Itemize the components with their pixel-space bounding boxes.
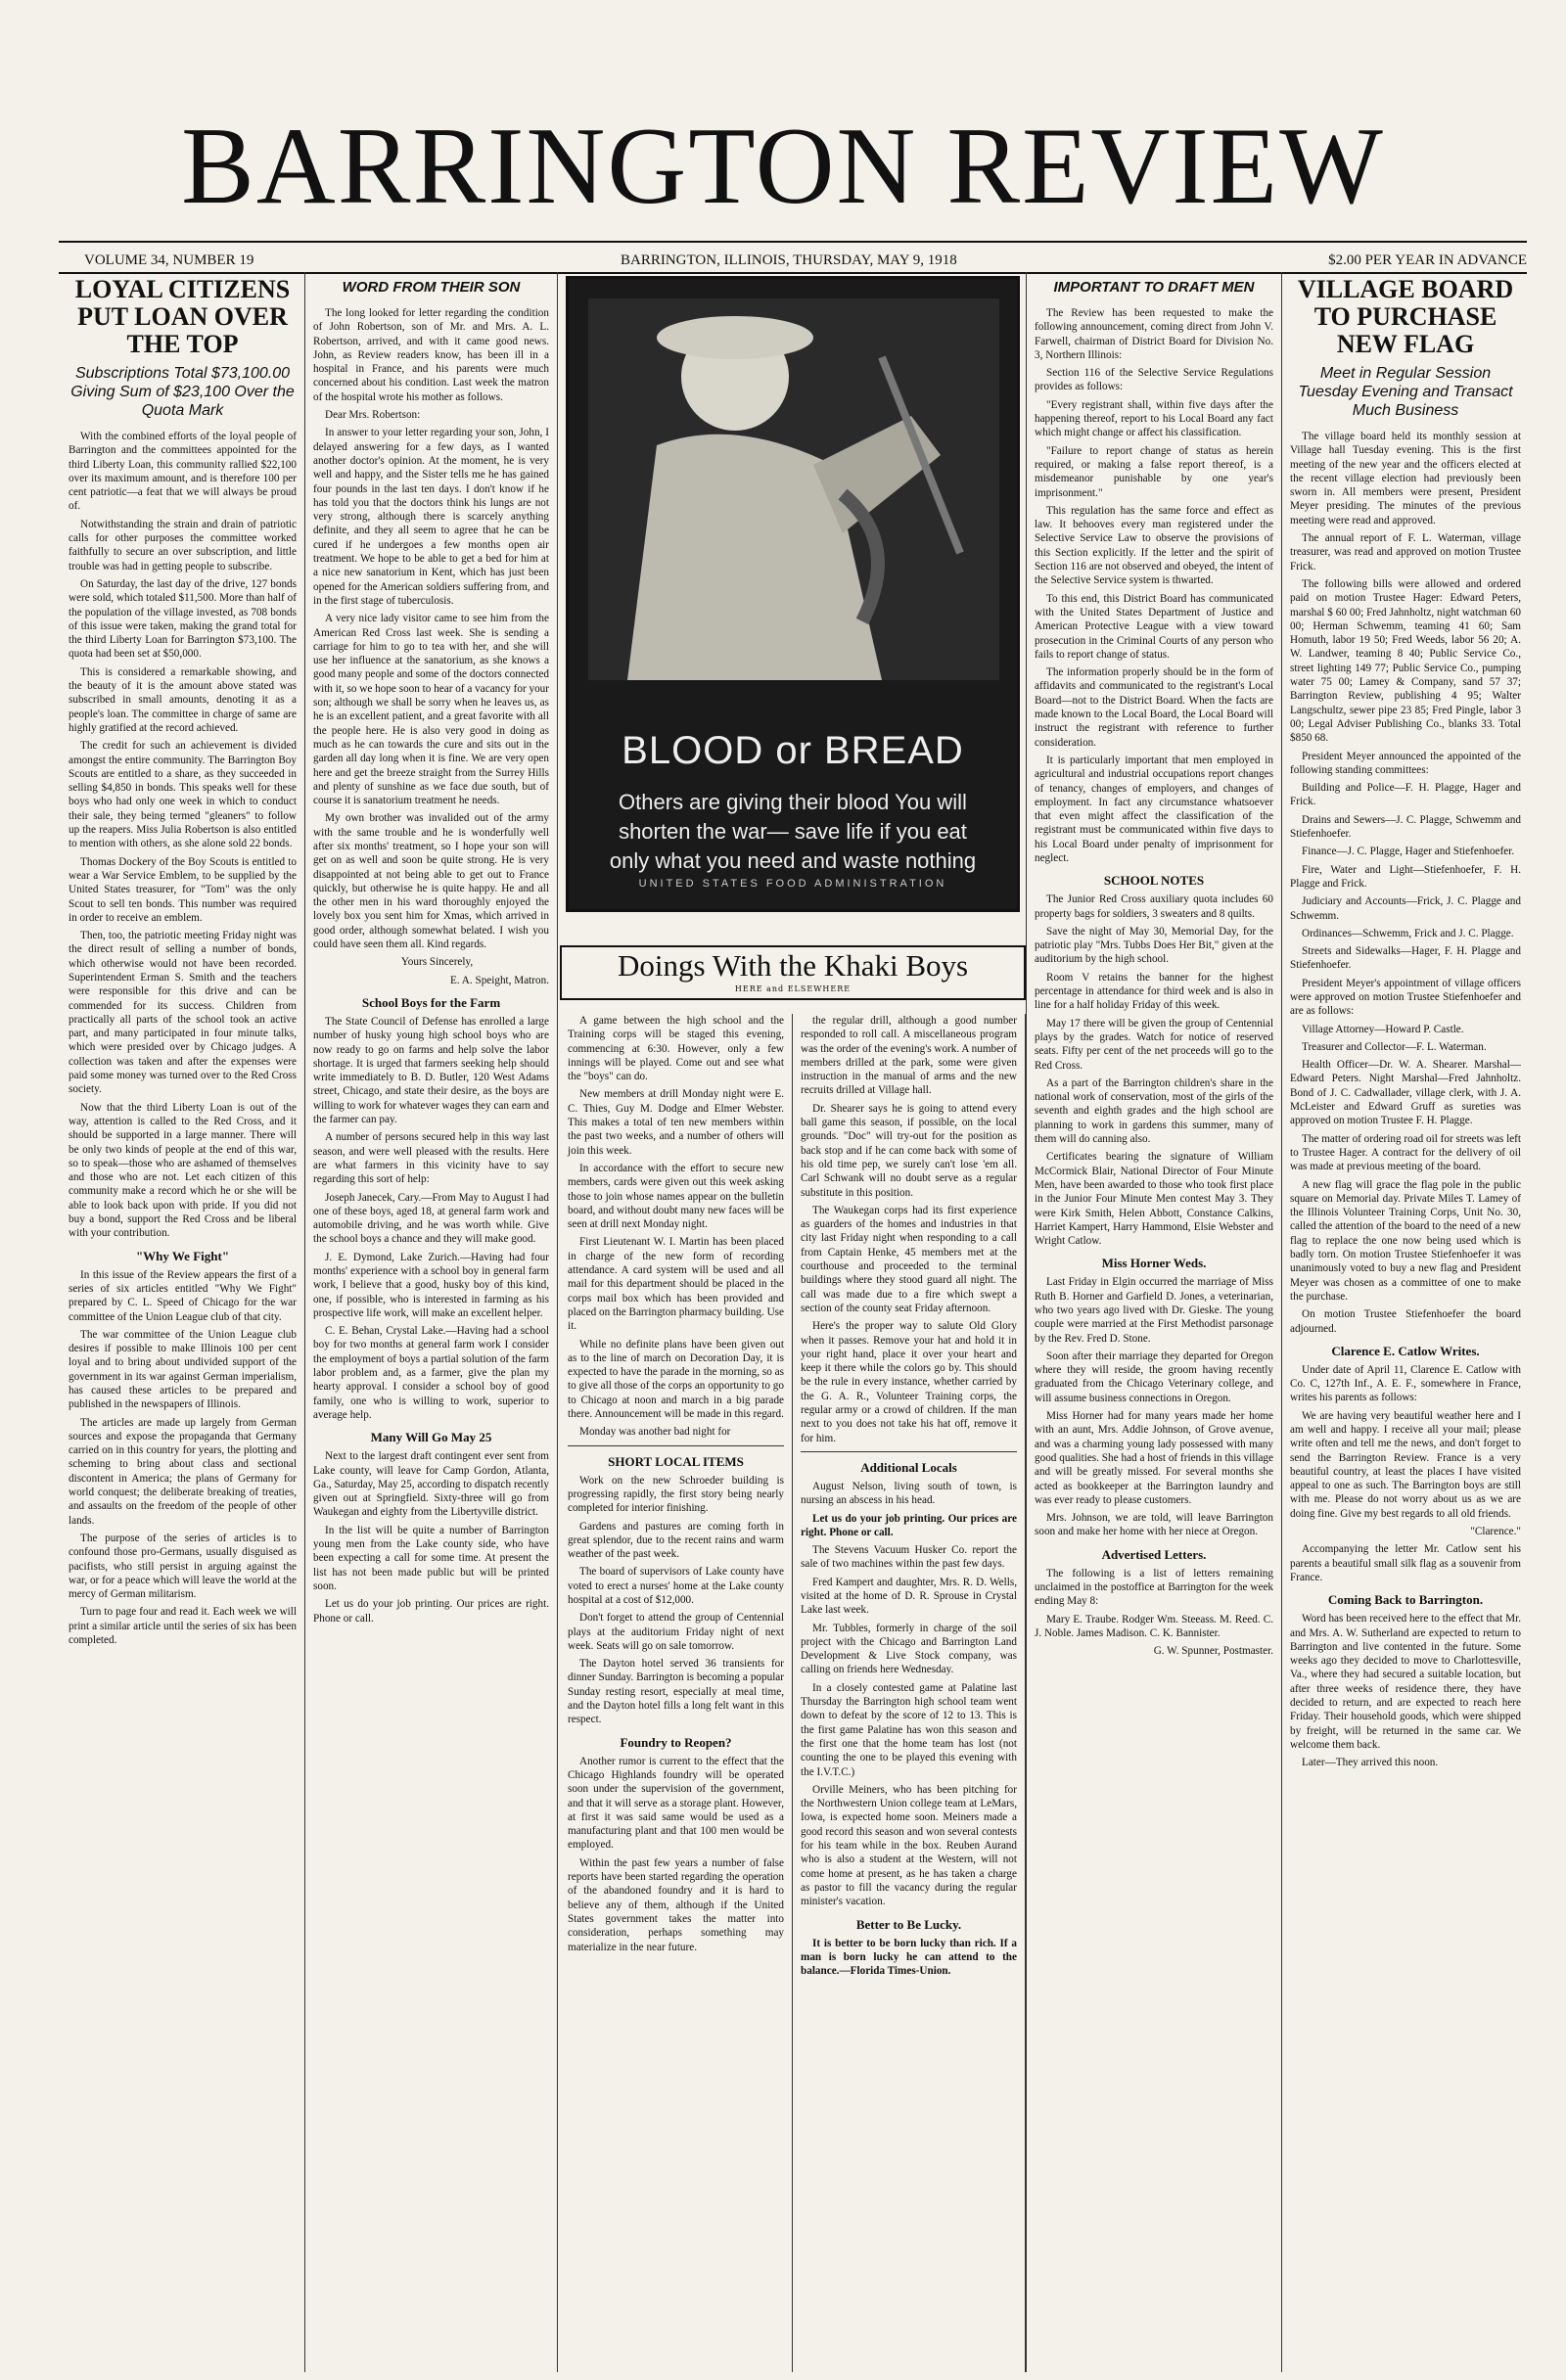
subhead-may-25: Many Will Go May 25 (370, 1430, 492, 1445)
masthead-rule-top (59, 241, 1527, 243)
paragraph: May 17 there will be given the group of Centennial plays by the grades. Watch for notice of reserved seats. Fifty per cent of the net proceeds will go to the Red Cross. (1035, 1017, 1273, 1072)
paragraph: Fred Kampert and daughter, Mrs. R. D. Wells, visited at the home of D. R. Sprouse in Crystal Lake last week. (801, 1576, 1017, 1617)
soldier-illustration (588, 298, 999, 680)
paragraph: Building and Police—F. H. Plagge, Hager and Frick. (1290, 782, 1521, 808)
subhead-miss-horner: Miss Horner Weds. (1101, 1256, 1207, 1271)
paragraph: Finance—J. C. Plagge, Hager and Stiefenhoefer. (1302, 846, 1515, 858)
paragraph: In accordance with the effort to secure new members, cards were given out this week asking those to join whose names appear on the bulletin board, and without doubt many new faces will be seen at drill next Monday night. (568, 1162, 784, 1231)
paragraph: This is considered a remarkable showing, and the beauty of it is the amount above stated was subscribed in small amounts, denoting it as a people's loan. The committee in charge of same are highly gratified at the record achieved. (69, 665, 297, 734)
paragraph: Room V retains the banner for the highest percentage in attendance for third week and is also in line for a half holiday Friday of this week. (1035, 971, 1273, 1012)
paragraph: While no definite plans have been given out as to the line of march on Decoration Day, it is expected to have the parade in the morning, so as to give all those of the corps an opportunity to go to Chicago at noon and march in a big parade there. Announcement will be made in this regard. (568, 1338, 784, 1421)
paragraph: A number of persons secured help in this way last season, and were well pleased with the results. Here are what farmers in this vicinity have to say regarding this sort of help: (313, 1131, 549, 1186)
headline-village-board: VILLAGE BOARD TO PURCHASE NEW FLAG (1297, 275, 1514, 358)
paragraph: Thomas Dockery of the Boy Scouts is entitled to wear a War Service Emblem, to be supplied by the United States treasurer, for "Tom" was the only Scout to sell ten bonds. This number was required in order to receive an emblem. (69, 855, 297, 924)
paragraph: E. A. Speight, Matron. (450, 974, 549, 986)
paragraph: The Junior Red Cross auxiliary quota includes 60 property bags for soldiers, 3 sweaters and 8 quilts. (1035, 893, 1273, 920)
divider (801, 1451, 1017, 1452)
paragraph: Turn to page four and read it. Each week we will print a similar article until the series of six has been completed. (69, 1606, 297, 1647)
headline-word-from-son: WORD FROM THEIR SON (342, 279, 521, 296)
paragraph: It is particularly important that men employed in agricultural and industrial occupations report changes of tenancy, changes of employers, and changes of employment. In fact any circumstance whatsoever that even might affect the classification of the registrant must be communicated within five days to his Local Board under penalty of imprisonment for neglect. (1035, 754, 1273, 864)
paragraph: The village board held its monthly session at Village hall Tuesday evening. This is the first meeting of the new year and the officers elected at the recent village election had previously been sworn in. All members were present, President Meyer presiding. The minutes of the previous meeting were read and approved. (1290, 431, 1521, 526)
subhead-catlow: Clarence E. Catlow Writes. (1331, 1343, 1480, 1358)
deck-liberty-loan: Subscriptions Total $73,100.00 Giving Sum of $23,100 Over the Quota Mark (70, 365, 295, 419)
paragraph: Let us do your job printing. Our prices are right. Phone or call. (313, 1598, 549, 1625)
paragraph: President Meyer's appointment of village officers were approved on motion Trustee Stiefenhoefer and are as follows: (1290, 977, 1521, 1018)
subscription-price: $2.00 PER YEAR IN ADVANCE (1328, 252, 1527, 268)
paragraph: On Saturday, the last day of the drive, 127 bonds were sold, which totaled $11,500. More than half of the population of the village invested, as 708 bonds of this issue were taken, making the grand total for the third Liberty Loan for Barrington $73,100. The quota had been set at $50,000. (69, 577, 297, 661)
paragraph: Fire, Water and Light—Stiefenhoefer, F. H. Plagge and Frick. (1290, 863, 1521, 890)
paragraph: The Waukegan corps had its first experience as guarders of the homes and industries in that city last Friday night when responding to a call from Captain Henke, 45 members met at the courthouse and proceeded to the terminal buildings where they stood guard all night. The call was made due to a fire which swept a section of the county seat Friday afternoon. (801, 1204, 1017, 1314)
paragraph: Yours Sincerely, (400, 956, 474, 969)
paragraph: My own brother was invalided out of the army with the same trouble and he is wonderfully well after six months' treatment, so I hope your son will get on as well and soon be quite strong. He is very disappointed at not being able to get out to France quickly, but otherwise he is quite happy. He and all the other men in his ward thoroughly enjoyed the lovely box you sent him for Xmas, which arrived in good order, although somewhat belated. I wish you could have seen them all. Kind regards. (313, 812, 549, 951)
paragraph: In the list will be quite a number of Barrington young men from the Lake county side, who have been expecting a call for some time. At present the list has not been made public but will be printed soon. (313, 1524, 549, 1592)
subhead-school-notes: SCHOOL NOTES (1103, 873, 1205, 889)
paragraph: Certificates bearing the signature of William McCormick Blair, National Director of Four Minute Men, have been awarded to those who took first place in the Junior Four Minute Men contest May 3. They were Kirk Smith, Helen Abbott, Constance Calkins, Harriet Kampert, Harry Hammond, Elsie Webster and Wright Catlow. (1035, 1151, 1273, 1248)
paragraph: A game between the high school and the Training corps will be staged this evening, commencing at 6:30. However, only a few innings will be played. Come out and see what the "boys" can do. (568, 1015, 784, 1083)
paragraph: Then, too, the patriotic meeting Friday night was the direct result of selling a number of bonds, which otherwise would not have been recorded. Superintendent Erman S. Smith and the teachers were responsible for this drive and can be commended for its success. Children from practically all parts of the school took an active part, and many participated in four minute talks, which were presided over by Chicago judges. A collection was taken and after the expenses were paid some money was turned over to the Red Cross society. (69, 930, 297, 1096)
paragraph: With the combined efforts of the loyal people of Barrington and the committees appointed for the third Liberty Loan, this community rallied $22,100 over its maximum amount, and is therefore 100 per cent patriotic—a feat that we will always be proud of. (69, 431, 297, 513)
column-draft-men (1026, 272, 1282, 2372)
dateline (84, 251, 1527, 274)
paragraph: Work on the new Schroeder building is progressing rapidly, the first story being nearly completed for interior finishing. (568, 1474, 784, 1515)
paragraph: Don't forget to attend the group of Centennial plays at the auditorium Friday night of next week. Seats will go on sale tomorrow. (568, 1612, 784, 1652)
paragraph: Judiciary and Accounts—Frick, J. C. Plagge and Schwemm. (1290, 895, 1521, 922)
paragraph: The State Council of Defense has enrolled a large number of husky young high school boys who are now ready to go on farms and help solve the labor shortage. It is urged that farmers seeking help should write immediately to B. D. Butler, 120 West Adams street, Chicago, and state their desire, as the boys are willing to work for whatever wages they can earn and the farmer can pay. (313, 1015, 549, 1126)
paragraph: Treasurer and Collector—F. L. Waterman. (1302, 1040, 1487, 1053)
paragraph: The Review has been requested to make the following announcement, coming direct from John V. Farwell, chairman of District Board for Division No. 3, Northern Illinois: (1035, 307, 1273, 361)
paragraph: The Stevens Vacuum Husker Co. report the sale of two machines within the past few days. (801, 1544, 1017, 1571)
paragraph: The Dayton hotel served 36 transients for dinner Sunday. Barrington is becoming a popular Sunday resting resort, especially at meal time, and the Dayton hotel fills a long felt want in this respect. (568, 1658, 784, 1726)
paragraph: First Lieutenant W. I. Martin has been placed in charge of the new form of recording attendance. A card system will be used and all mail for this department should be placed in the corps mail box which has been provided and placed on the Barrington pharmacy building. Use it. (568, 1236, 784, 1333)
place-date: BARRINGTON, ILLINOIS, THURSDAY, MAY 9, 1918 (621, 252, 957, 268)
paragraph: The board of supervisors of Lake county have voted to erect a nurses' home at the Lake county hospital at a cost of $12,000. (568, 1566, 784, 1606)
paragraph: Another rumor is current to the effect that the Chicago Highlands foundry will be operated soon under the supervision of the government, and that it will serve as a storage plant. However, at first it was said same would be used as a manufacturing plant and that 100 men would be employed. (568, 1755, 784, 1852)
paragraph: New members at drill Monday night were E. C. Thies, Guy M. Dodge and Elmer Webster. This makes a total of ten new members within the past two weeks, and a number of others will join this week. (568, 1088, 784, 1157)
paragraph: It is better to be born lucky than rich. If a man is born lucky he can attend to the balance.—Florida Times-Union. (801, 1937, 1017, 1978)
paragraph: Later—They arrived this noon. (1302, 1757, 1439, 1769)
paragraph: Now that the third Liberty Loan is out of the way, attention is called to the Red Cross, and it should be supported in a large manner. There will be only two kinds of people at the end of this war, so to speak—those who are ashamed of themselves and those who are not. Let each citizen of this community make a record which he or she will be able to look back upon with pride. If you did not buy a bond, support the Red Cross and be liberal with your contribution. (69, 1101, 297, 1240)
paragraph: Village Attorney—Howard P. Castle. (1302, 1023, 1464, 1035)
khaki-subtitle: HERE and ELSEWHERE (734, 984, 852, 993)
paragraph: On motion Trustee Stiefenhoefer the board adjourned. (1290, 1308, 1521, 1335)
headline-liberty-loan: LOYAL CITIZENS PUT LOAN OVER THE TOP (74, 275, 291, 358)
paragraph: As a part of the Barrington children's share in the national work of conservation, most of the girls of the seventh and eighth grades and the high school are planning to work in gardens this summer, many of them will do canning also. (1035, 1076, 1273, 1146)
paragraph: Health Officer—Dr. W. A. Shearer. Marshal—Edward Peters. Night Marshal—Fred Jahnholtz. Bond of J. C. Cadwallader, village clerk, with J. A. McLeister and Edward Gruff as sureties was approved on motion Trustee F. H. Plagge. (1290, 1059, 1521, 1127)
paragraph: The long looked for letter regarding the condition of John Robertson, son of Mr. and Mrs. A. L. Robertson, arrived, and with it came good news. John, as Review readers know, has been ill in a hospital in France, and his parents were much concerned about his condition. Last week the matron of the hospital wrote his mother as follows. (313, 307, 549, 403)
paragraph: In answer to your letter regarding your son, John, I delayed answering for a few days, as I wanted another doctor's opinion. At the moment, he is very well and happy, and the Sister tells me he has gained four pounds in the last ten days. I don't know if he has told you that the doctors think his lungs are not very strong, although there is scarcely anything definite, and they all seem to agree that he can be cured if he undergoes a few months open air treatment. We hope to be able to get a bed for him at a nice new sanatorium in Kent, which has just been opened for the American soldiers suffering from, and in the first stage of tuberculosis. (313, 427, 549, 607)
paragraph: Within the past few years a number of false reports have been started regarding the operation of the abandoned foundry and it is hard to believe any of them, although if the United States government takes the matter into consideration, perhaps something may materialize in the near future. (568, 1856, 784, 1953)
headline-draft-men: IMPORTANT TO DRAFT MEN (1053, 279, 1255, 296)
food-administration-poster (566, 276, 1020, 912)
paragraph: A very nice lady visitor came to see him from the American Red Cross last week. She is sending a carriage for him to go to tea with her, and she will use her influence at the sanatorium, as she knows a good many people and some of the doctors connected with it, so we hope soon to hear of a vacancy for your son; although we shall be sorry when he leaves us, as he is an excellent patient, and a great favorite with all the people here. He is also very good in doing as much as he can towards the cure and sits out in the garden all day long when it is fine. We are very open here and get the breeze straight from the Surrey Hills and plenty of sunshine as we face due south, but of course it is sanatorium treatment he needs. (313, 613, 549, 807)
paragraph: The information properly should be in the form of affidavits and communicated to the registrant's Local Board—not to the District Board. When the facts are made known to the Local Board, the Local Board will instruct the registrant with reference to further consideration. (1035, 666, 1273, 749)
paragraph: Mary E. Traube. Rodger Wm. Steeass. M. Reed. C. J. Noble. James Madison. C. K. Bannister. (1035, 1613, 1273, 1639)
paragraph: A new flag will grace the flag pole in the public square on Memorial day. Private Miles T. Lamey of the Illinois Volunteer Training Corps, Unit No. 30, called the attention of the board to the need of a new flag to replace the one now being used which is badly torn. On motion Trustee Stiefenhoefer it was unanimously voted to buy a new flag and President Meyer was chosen as a committee of one to make the purchase. (1290, 1178, 1521, 1303)
paragraph: The annual report of F. L. Waterman, village treasurer, was read and approved on motion Trustee Frick. (1290, 532, 1521, 572)
masthead-title: BARRINGTON REVIEW (181, 106, 1385, 227)
poster-text: Others are giving their blood You will shorten the war— save life if you eat only what you need and waste nothing (609, 790, 977, 873)
subhead-additional-locals: Additional Locals (860, 1459, 957, 1475)
subhead-why-we-fight: "Why We Fight" (135, 1248, 230, 1263)
paragraph: Last Friday in Elgin occurred the marriage of Miss Ruth B. Horner and Garfield D. Jones, a veterinarian, who two years ago lived with Dr. Gieske. The young couple were married at the First Methodist parsonage by the Rev. Fred D. Stone. (1035, 1276, 1273, 1345)
paragraph: In a closely contested game at Palatine last Thursday the Barrington high school team went down to defeat by the score of 12 to 13. This is the first game Palatine has won this season and the first one that the home team has lost (not counting the one to be played this evening with the I.V.T.C.) (801, 1681, 1017, 1778)
volume-number: VOLUME 34, NUMBER 19 (84, 252, 254, 268)
paragraph: Notwithstanding the strain and drain of patriotic calls for other purposes the committee worked faithfully to secure an over subscription, and little trouble was had in getting people to subscribe. (69, 518, 297, 572)
poster-credit: UNITED STATES FOOD ADMINISTRATION (638, 878, 947, 890)
paragraph: In this issue of the Review appears the first of a series of six articles entitled "Why We Fight" prepared by C. L. Speed of Chicago for the war committee of the Union League club of that city. (69, 1268, 297, 1323)
paragraph: G. W. Spunner, Postmaster. (1153, 1645, 1273, 1658)
deck-village-board: Meet in Regular Session Tuesday Evening and Transact Much Business (1298, 365, 1513, 419)
subhead-advertised-letters: Advertised Letters. (1101, 1546, 1207, 1562)
paragraph: Drains and Sewers—J. C. Plagge, Schwemm and Stiefenhoefer. (1290, 813, 1521, 841)
divider (568, 1445, 784, 1446)
khaki-title: Doings With the Khaki Boys (617, 948, 969, 983)
subhead-better-lucky: Better to Be Lucky. (855, 1916, 962, 1932)
subhead-foundry: Foundry to Reopen? (620, 1734, 732, 1750)
paragraph: Dear Mrs. Robertson: (325, 409, 421, 422)
poster-title: BLOOD or BREAD (622, 729, 964, 772)
paragraph: The following is a list of letters remaining unclaimed in the postoffice at Barrington for the week ending May 8: (1035, 1567, 1273, 1608)
column-village-board (1282, 272, 1529, 2372)
paragraph: "Every registrant shall, within five days after the happening thereof, report to his Local Board any fact which might change or affect his classification. (1035, 398, 1273, 439)
paragraph: the regular drill, although a good number responded to roll call. A miscellaneous program was the order of the evening's work. A number of members drilled at the park, some were given instruction in the manual of arms and the new recruits drilled at Village hall. (801, 1015, 1017, 1097)
paragraph: August Nelson, living south of town, is nursing an abscess in his head. (801, 1480, 1017, 1507)
paragraph: Save the night of May 30, Memorial Day, for the patriotic play "Mrs. Tubbs Does Her Bit," given at the auditorium by the high school. (1035, 925, 1273, 966)
paragraph: Mrs. Johnson, we are told, will leave Barrington soon and make her home with her niece at Oregon. (1035, 1512, 1273, 1538)
paragraph: This regulation has the same force and effect as law. It behooves every man registered under the Selective Service Law to observe the provisions of this Section explicitly. If the letter and the spirit of Section 116 are not observed and obeyed, the intent of the Selective Service system is thwarted. (1035, 504, 1273, 587)
paragraph: Soon after their marriage they departed for Oregon where they will reside, the groom having recently graduated from the Chicago Veterinary college, and will assume business connections in Oregon. (1035, 1350, 1273, 1404)
paragraph: Section 116 of the Selective Service Regulations provides as follows: (1035, 367, 1273, 393)
paragraph: To this end, this District Board has communicated with the United States Department of Justice and American Protective League with a view toward prosecution in the Criminal Courts of any person who fails to report change of status. (1035, 592, 1273, 661)
paragraph: Ordinances—Schwemm, Frick and J. C. Plagge. (1302, 927, 1514, 939)
paragraph: Orville Meiners, who has been pitching for the Northwestern Union college team at LeMars, Iowa, is expected home soon. Meiners made a good record this season and won several contests for his team while in the box. Reuben Aurand who is also a student at the Western, will not come home at present, as he has taken a charge as pastor to fill the vacancy during the regular minister's vacation. (801, 1783, 1017, 1908)
paragraph: The purpose of the series of articles is to confound those pro-Germans, usually disguised as pacifists, who still persist in arguing against the war, or for a peace which will leave the world at the mercy of German militarism. (69, 1532, 297, 1601)
paragraph: Streets and Sidewalks—Hager, F. H. Plagge and Stiefenhoefer. (1290, 945, 1521, 972)
paragraph: "Clarence." (1470, 1526, 1521, 1538)
paragraph: Under date of April 11, Clarence E. Catlow with Co. C, 127th Inf., A. E. F., somewhere in France, writes his parents as follows: (1290, 1363, 1521, 1404)
paragraph: Miss Horner had for many years made her home with an aunt, Mrs. Addie Johnson, of Grove avenue, and was a charming young lady possessed with many good qualities. She had a host of friends in this village and will be greatly missed. For several months she acted as bookkeeper at the Barrington laundry and was ever ready to please customers. (1035, 1410, 1273, 1506)
paragraph: C. E. Behan, Crystal Lake.—Having had a school boy for two months at general farm work I consider the employment of boys a partial solution of the farm labor problem and, as a farmer, give the plan my hearty approval. I consider a school boy of good family, one who is willing to work, superior to average help. (313, 1325, 549, 1421)
khaki-boys-banner (560, 945, 1026, 1000)
paragraph: Joseph Janecek, Cary.—From May to August I had one of these boys, aged 18, at general farm work and automobile driving, and he was worth while. Give the school boys a chance and they will make good. (313, 1191, 549, 1246)
paragraph: We are having very beautiful weather here and I am well and happy. I receive all your mail; please write often and tell me the news, and don't forget to send the Barrington Review. France is a very beautiful country, at least the places I have visited appeal to one as such. The Barrington boys are still with me. Please do not worry about us as we are doing fine. Give my best regards to all old friends. (1290, 1409, 1521, 1520)
paragraph: Word has been received here to the effect that Mr. and Mrs. A. W. Sutherland are expected to return to Barrington and live contented in the future. Some weeks ago they decided to move to Charlottesville, Va., where they had secured a suitable location, but after three weeks of residence there, they have decided to return, and are expected to reach here Friday. Their household goods, which were shipped by freight, will be returned in the same car. We welcome them back. (1290, 1613, 1521, 1751)
subhead-coming-back: Coming Back to Barrington. (1327, 1592, 1484, 1608)
paragraph: Here's the proper way to salute Old Glory when it passes. Remove your hat and hold it in your right hand, place it over your heart and keep it there while the colors go by. This should be the rule in every instance, whether carried by the G. A. R., Volunteer Training corps, the regular army or a crowd of children. If the man next to you does not take his hat off, remove it for him. (801, 1320, 1017, 1444)
paragraph: "Failure to report change of status as herein required, or making a false report thereof, is a misdemeanor punishable by one year's imprisonment." (1035, 444, 1273, 499)
paragraph: Next to the largest draft contingent ever sent from Lake county, will leave for Camp Gordon, Atlanta, Ga., Saturday, May 25, according to dispatch recently given out at Springfield. Sixty-three will go from Waukegan and eighty from the Libertyville district. (313, 1450, 549, 1519)
subhead-school-boys: School Boys for the Farm (361, 994, 501, 1010)
column-liberty-loan (61, 272, 305, 2372)
paragraph: The war committee of the Union League club desires if possible to make Illinois 100 per cent loyal and to bring about undivided support of the government in its war against German imperialism, has caused these articles to be prepared and published in the newspapers of Illinois. (69, 1328, 297, 1411)
paragraph: Mr. Tubbles, formerly in charge of the soil project with the Chicago and Barrington Land Development & Live Stock company, was calling on friends here Wednesday. (801, 1622, 1017, 1676)
paragraph: The matter of ordering road oil for streets was left to Trustee Hager. A contract for the delivery of oil was made at previous meeting of the board. (1290, 1132, 1521, 1173)
paragraph: J. E. Dymond, Lake Zurich.—Having had four months' experience with a school boy in general farm work, I believe that a good, husky boy of this kind, one, if possible, who is interested in farming as his prospective life work, will make an excellent helper. (313, 1251, 549, 1319)
paragraph: Accompanying the letter Mr. Catlow sent his parents a beautiful small silk flag as a souvenir from France. (1290, 1543, 1521, 1583)
paragraph: The credit for such an achievement is divided amongst the entire community. The Barrington Boy Scouts are entitled to a share, as they succeeded in selling $4,850 in bonds. This speaks well for these boys who had only one week in which to conduct their sale, they being termed "gleaners" to follow up the reapers. Miss Julia Robertson is also entitled to mention with others, as she alone sold 22 bonds. (69, 740, 297, 850)
paragraph: The articles are made up largely from German sources and expose the propaganda that Germany carried on in this country for years, the plotting and scheming to bring about class and sectional discontent in America; the plans of Germany for world conquest; the deliberate breaking of treaties, and assaults on the freedom of the people of other lands. (69, 1416, 297, 1527)
paragraph: Dr. Shearer says he is going to attend every ball game this season, if possible, on the local grounds. "Doc" will try-out for the position as back stop and if he can come back with some of his old time pep, we surely can't lose 'em all. Carl Schwank will no doubt serve as a regular substitute in this position. (801, 1102, 1017, 1199)
paragraph: Let us do your job printing. Our prices are right. Phone or call. (801, 1512, 1017, 1538)
subhead-short-local-items: SHORT LOCAL ITEMS (608, 1453, 744, 1469)
paragraph: President Meyer announced the appointed of the following standing committees: (1290, 750, 1521, 776)
column-khaki-left (560, 1014, 793, 2372)
paragraph: The following bills were allowed and ordered paid on motion Trustee Hager: Edward Peters, marshal $ 60 00; Fred Jahnholtz, night watchman 60 00; Herman Schwemm, teaming 41 60; Sam Homuth, labor 19 50; Fred Weeds, labor 56 20; A. W. Landwer, teaming 8 40; Public Service Co., street lighting 149 77; Public Service Co., pumping water 75 00; Lamey & Company, sand 57 37; Barrington Review, publishing 4 95; Walter Langschultz, sewer pipe 23 85; Fred Pingle, labor 3 00; Legal Adviser Publishing Co., blanks 33. Total $850 68. (1290, 577, 1521, 745)
paragraph: Monday was another bad night for (579, 1426, 731, 1439)
column-word-from-son (305, 272, 558, 2372)
column-khaki-right (793, 1014, 1026, 2372)
paragraph: Gardens and pastures are coming forth in great splendor, due to the recent rains and warm weather of the past week. (568, 1520, 784, 1561)
